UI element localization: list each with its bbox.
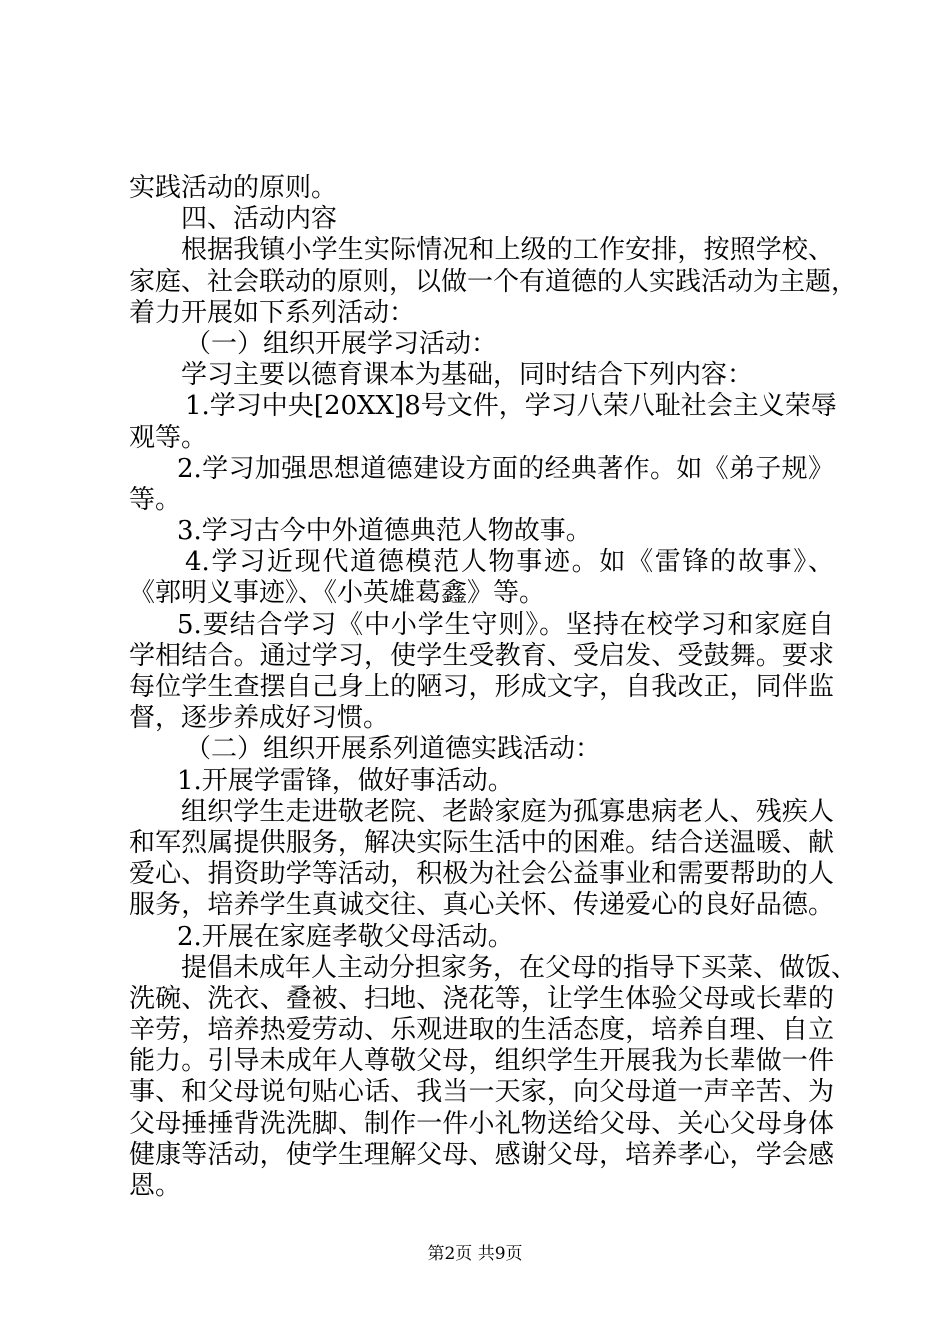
text-line: 洗碗、洗衣、叠被、扫地、浇花等，让学生体验父母或长辈的 xyxy=(129,983,834,1014)
text-line: 着力开展如下系列活动： xyxy=(129,297,416,328)
text-line: 提倡未成年人主动分担家务，在父母的指导下买菜、做饭、 xyxy=(181,952,858,983)
list-item: 3.学习古今中外道德典范人物故事。 xyxy=(177,516,592,547)
text-line: 组织学生走进敬老院、老龄家庭为孤寡患病老人、残疾人 xyxy=(181,796,834,827)
text-line: 能力。引导未成年人尊敬父母，组织学生开展我为长辈做一件 xyxy=(129,1046,834,1077)
text-line: 学习主要以德育课本为基础，同时结合下列内容： xyxy=(181,360,754,391)
text-line: 辛劳，培养热爱劳动、乐观进取的生活态度，培养自理、自立 xyxy=(129,1015,834,1046)
list-item: 1.学习中央[20XX]8号文件，学习八荣八耻社会主义荣辱 xyxy=(185,391,837,422)
text-line: 学相结合。通过学习，使学生受教育、受启发、受鼓舞。要求 xyxy=(129,640,834,671)
text-line: 服务，培养学生真诚交往、真心关怀、传递爱心的良好品德。 xyxy=(129,890,834,921)
text-line: 事、和父母说句贴心话、我当一天家，向父母道一声辛苦、为 xyxy=(129,1077,834,1108)
text-line: 和军烈属提供服务，解决实际生活中的困难。结合送温暖、献 xyxy=(129,827,834,858)
subsection-heading: （二）组织开展系列道德实践活动： xyxy=(185,734,602,765)
text-line: 每位学生查摆自己身上的陋习，形成文字，自我改正，同伴监 xyxy=(129,672,834,702)
page-number: 第2页 共9页 xyxy=(427,1244,523,1264)
section-heading: 四、活动内容 xyxy=(181,204,338,235)
text-line: 《郭明义事迹》、《小英雄葛鑫》等。 xyxy=(129,578,546,609)
text-line: 实践活动的原则。 xyxy=(129,173,338,203)
text-line: 家庭、社会联动的原则，以做一个有道德的人实践活动为主题， xyxy=(129,266,858,297)
text-line: 健康等活动，使学生理解父母、感谢父母，培养孝心，学会感 xyxy=(129,1139,834,1170)
text-line: 观等。 xyxy=(129,422,208,453)
text-line: 恩。 xyxy=(129,1171,182,1201)
text-line: 等。 xyxy=(129,484,182,515)
document-body xyxy=(129,173,858,1202)
list-item: 5.要结合学习《中小学生守则》。坚持在校学习和家庭自 xyxy=(177,609,834,640)
subsection-heading: （一）组织开展学习活动： xyxy=(185,328,498,359)
text-line: 督，逐步养成好习惯。 xyxy=(129,703,390,734)
list-item: 2.学习加强思想道德建设方面的经典著作。如《弟子规》 xyxy=(177,453,834,484)
list-item: 2.开展在家庭孝敬父母活动。 xyxy=(177,921,514,952)
list-item: 4.学习近现代道德模范人物事迹。如《雷锋的故事》、 xyxy=(185,547,834,578)
text-line: 父母捶捶背洗洗脚、制作一件小礼物送给父母、关心父母身体 xyxy=(129,1108,834,1139)
text-line: 根据我镇小学生实际情况和上级的工作安排，按照学校、 xyxy=(181,235,834,266)
list-item: 1.开展学雷锋，做好事活动。 xyxy=(177,765,514,796)
text-line: 爱心、捐资助学等活动，积极为社会公益事业和需要帮助的人 xyxy=(129,859,834,890)
